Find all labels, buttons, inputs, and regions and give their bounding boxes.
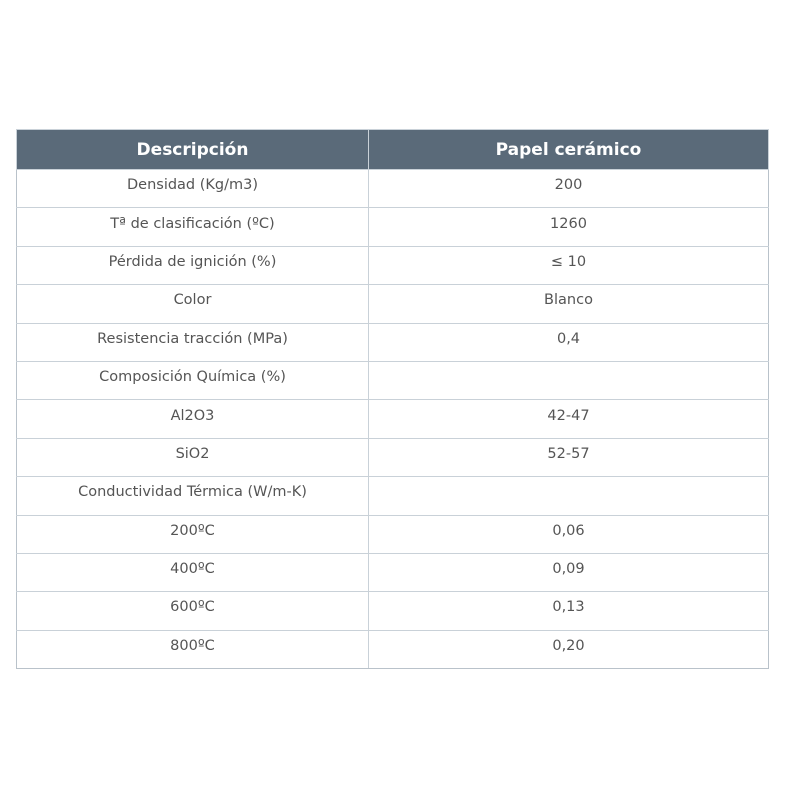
row-value: [369, 361, 769, 399]
row-label: Resistencia tracción (MPa): [17, 323, 369, 361]
header-papel-ceramico: Papel cerámico: [369, 130, 769, 170]
row-label: Pérdida de ignición (%): [17, 246, 369, 284]
row-value: 0,06: [369, 515, 769, 553]
row-label: 800ºC: [17, 630, 369, 668]
table-row: [17, 630, 769, 668]
row-value: Blanco: [369, 285, 769, 323]
row-label: SiO2: [17, 438, 369, 476]
table-header-row: [17, 130, 769, 170]
table-row: [17, 515, 769, 553]
row-value: 0,4: [369, 323, 769, 361]
row-label: 200ºC: [17, 515, 369, 553]
table-row: [17, 323, 769, 361]
table-row: [17, 592, 769, 630]
table-row-section: [17, 361, 769, 399]
row-label: Al2O3: [17, 400, 369, 438]
specs-table: [16, 129, 769, 669]
row-value: 0,13: [369, 592, 769, 630]
table-row: [17, 246, 769, 284]
row-label: Tª de clasificación (ºC): [17, 208, 369, 246]
row-label: 400ºC: [17, 553, 369, 591]
row-value: [369, 477, 769, 515]
row-value: 0,09: [369, 553, 769, 591]
row-value: 200: [369, 170, 769, 208]
row-label: Conductividad Térmica (W/m-K): [17, 477, 369, 515]
table-row: [17, 400, 769, 438]
table-row-section: [17, 477, 769, 515]
row-value: 1260: [369, 208, 769, 246]
specs-table-container: [16, 129, 768, 669]
table-row: [17, 438, 769, 476]
row-label: Densidad (Kg/m3): [17, 170, 369, 208]
header-descripcion: Descripción: [17, 130, 369, 170]
row-label: 600ºC: [17, 592, 369, 630]
table-row: [17, 285, 769, 323]
row-label: Composición Química (%): [17, 361, 369, 399]
table-row: [17, 208, 769, 246]
row-value: 0,20: [369, 630, 769, 668]
row-value: 42-47: [369, 400, 769, 438]
row-label: Color: [17, 285, 369, 323]
table-row: [17, 553, 769, 591]
table-row: [17, 170, 769, 208]
row-value: ≤ 10: [369, 246, 769, 284]
row-value: 52-57: [369, 438, 769, 476]
